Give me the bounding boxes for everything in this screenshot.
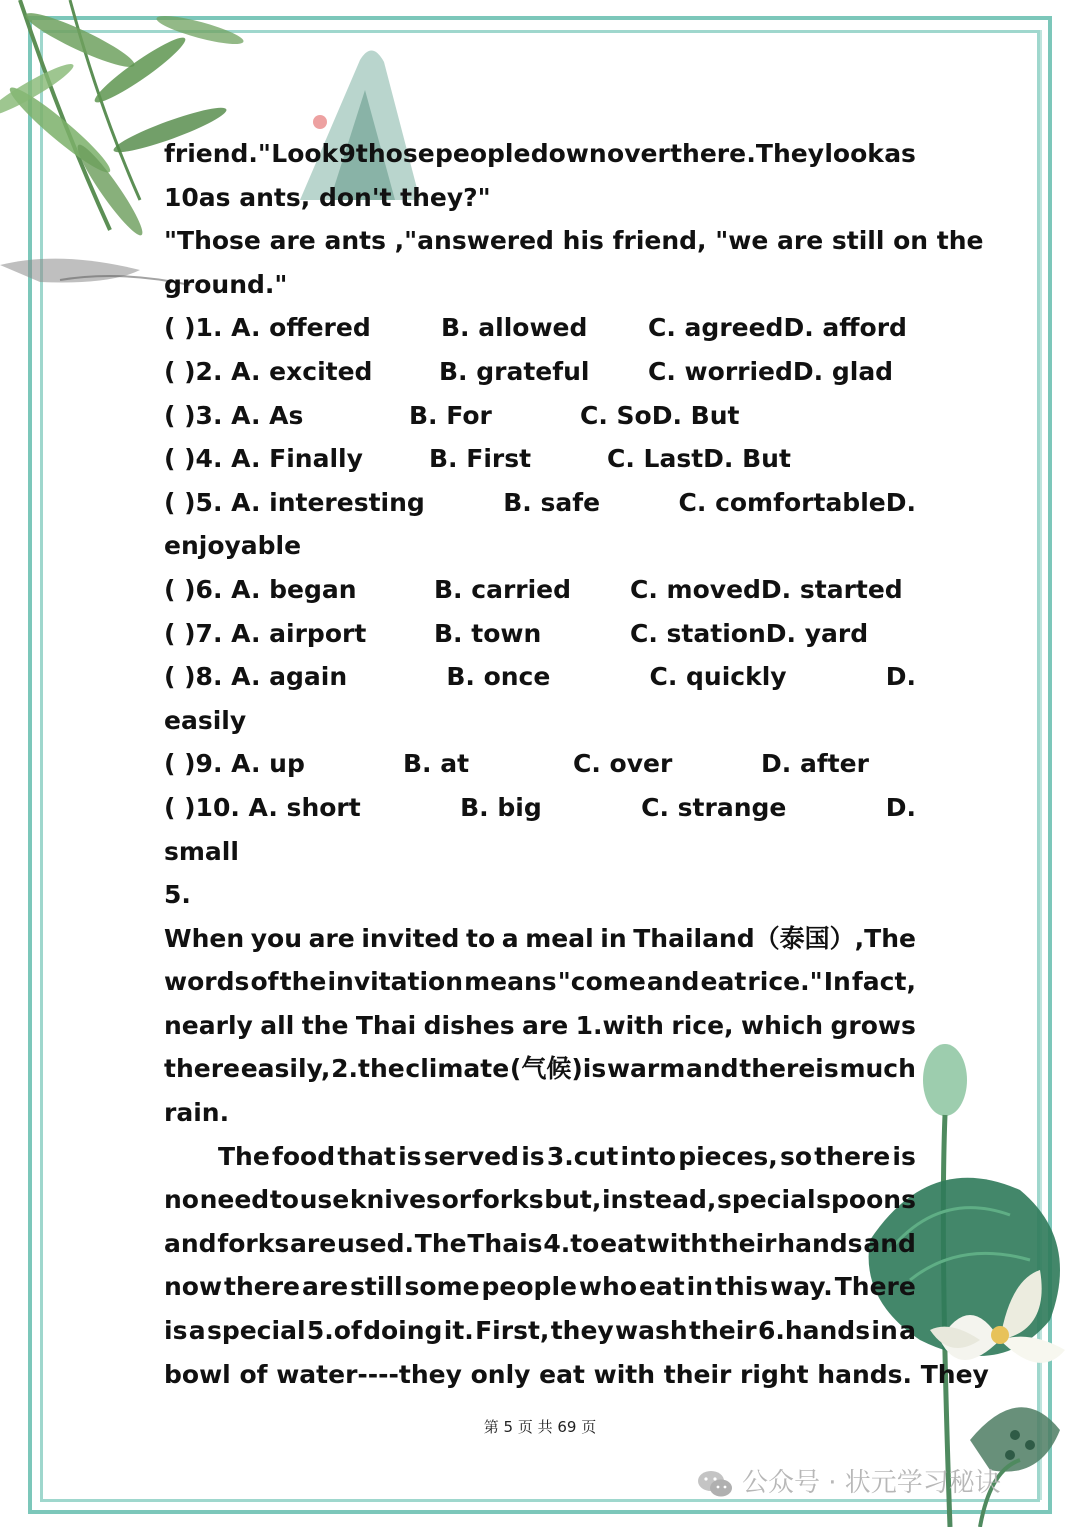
word: (气候)is bbox=[509, 1054, 607, 1084]
word: .They bbox=[746, 139, 825, 168]
word: all bbox=[260, 1010, 295, 1040]
word: First, bbox=[475, 1316, 550, 1346]
question-option-b: B. at bbox=[403, 749, 470, 779]
word: which bbox=[740, 1010, 824, 1040]
word: so bbox=[779, 1141, 813, 1171]
question-option-c: C. quickly bbox=[649, 662, 787, 692]
word: knives bbox=[349, 1185, 441, 1215]
word: The bbox=[414, 1228, 467, 1258]
wechat-watermark bbox=[696, 1462, 1001, 1499]
word: and bbox=[164, 1228, 217, 1258]
word: rice, bbox=[671, 1010, 734, 1040]
word: "come bbox=[557, 967, 646, 997]
word: Thai bbox=[355, 1010, 417, 1040]
word: 3.cut bbox=[546, 1141, 619, 1171]
word: to bbox=[269, 1185, 299, 1215]
section-number: 5. bbox=[164, 880, 191, 910]
word: a bbox=[188, 1316, 206, 1346]
question-item bbox=[164, 655, 916, 699]
word: In bbox=[823, 967, 851, 997]
word: and bbox=[646, 967, 700, 997]
word: is bbox=[398, 1141, 422, 1171]
text-line bbox=[164, 132, 916, 176]
question-option-a: ( )5. A. interesting bbox=[164, 487, 425, 517]
document-body bbox=[164, 132, 989, 1396]
word: spoons bbox=[816, 1185, 916, 1215]
question-item bbox=[164, 350, 916, 394]
word: eat bbox=[600, 1228, 646, 1258]
question-option-a: ( )1. A. offered bbox=[164, 313, 371, 343]
word: of bbox=[250, 967, 279, 997]
word: doing bbox=[363, 1316, 443, 1346]
word: and bbox=[863, 1228, 916, 1258]
question-item bbox=[164, 437, 916, 481]
watermark-text: 公众号 · 状元学习秘诀 bbox=[742, 1468, 1001, 1498]
word: 1.with bbox=[575, 1010, 664, 1040]
word: pieces, bbox=[678, 1141, 778, 1171]
word: into bbox=[620, 1141, 677, 1171]
word: invited bbox=[361, 923, 460, 953]
word: their bbox=[708, 1228, 777, 1258]
question-option-cd: C. worriedD. glad bbox=[648, 356, 894, 386]
word: still bbox=[350, 1272, 403, 1302]
word: down bbox=[530, 139, 607, 168]
word: much bbox=[839, 1054, 916, 1084]
word: 2.the bbox=[331, 1054, 405, 1084]
word: 5.of bbox=[306, 1316, 362, 1346]
word: their bbox=[689, 1316, 757, 1346]
question-option-b: B. For bbox=[409, 400, 492, 430]
word: hands bbox=[777, 1228, 863, 1258]
question-option-cd: C. stationD. yard bbox=[630, 618, 869, 648]
text-line bbox=[164, 1004, 916, 1048]
question-option-cd: C. agreedD. afford bbox=[648, 313, 907, 343]
question-item bbox=[164, 394, 916, 438]
word: The bbox=[218, 1141, 270, 1171]
question-option-a: ( )7. A. airport bbox=[164, 618, 367, 648]
question-option-a: ( )3. A. As bbox=[164, 400, 304, 430]
question-option-b: B. grateful bbox=[439, 356, 590, 386]
word: are bbox=[308, 923, 355, 953]
page-number-footer: 第 5 页 共 69 页 bbox=[483, 1418, 597, 1436]
word: climate bbox=[405, 1054, 510, 1084]
question-option-cd: C. LastD. But bbox=[607, 444, 791, 474]
question-option-d: D. bbox=[885, 792, 916, 822]
text-line: bowl of water----they only eat with their right hands. They bbox=[164, 1359, 989, 1389]
word: special bbox=[716, 1185, 816, 1215]
word: a bbox=[501, 923, 519, 953]
word: there bbox=[670, 139, 747, 168]
word: 4.to bbox=[543, 1228, 600, 1258]
question-option-a: ( )2. A. excited bbox=[164, 356, 373, 386]
text-line bbox=[164, 1178, 916, 1222]
question-item bbox=[164, 568, 916, 612]
word: fact, bbox=[851, 967, 916, 997]
question-option-b: B. safe bbox=[503, 487, 601, 517]
word: words bbox=[164, 967, 250, 997]
word: in bbox=[600, 923, 627, 953]
word: there bbox=[224, 1272, 301, 1302]
word: or bbox=[441, 1185, 472, 1215]
word: rice." bbox=[747, 967, 823, 997]
word: special bbox=[206, 1316, 306, 1346]
word: but, bbox=[544, 1185, 602, 1215]
question-option-d: D. bbox=[885, 662, 916, 692]
word: When bbox=[164, 923, 245, 953]
question-item bbox=[164, 481, 916, 525]
word: this bbox=[714, 1272, 769, 1302]
question-option-a: ( )10. A. short bbox=[164, 792, 361, 822]
word: some bbox=[404, 1272, 480, 1302]
word: look bbox=[824, 139, 884, 168]
text-line: 10as ants, don't they?" bbox=[164, 182, 491, 212]
question-option-c: C. strange bbox=[641, 792, 787, 822]
text-line: "Those are ants ,"answered his friend, "we are still on the bbox=[164, 226, 984, 256]
word: now bbox=[164, 1272, 223, 1302]
word: there bbox=[814, 1141, 891, 1171]
question-continuation: small bbox=[164, 836, 239, 866]
word: to bbox=[466, 923, 496, 953]
text-line bbox=[164, 1309, 916, 1353]
word: instead, bbox=[601, 1185, 717, 1215]
word: people bbox=[434, 139, 531, 168]
word: people bbox=[481, 1272, 577, 1302]
word: no bbox=[164, 1185, 199, 1215]
word: served bbox=[423, 1141, 520, 1171]
word: used. bbox=[336, 1228, 414, 1258]
wechat-icon bbox=[696, 1469, 734, 1499]
question-option-b: B. First bbox=[429, 444, 532, 474]
word: is bbox=[892, 1141, 916, 1171]
word: with bbox=[646, 1228, 709, 1258]
word: food bbox=[272, 1141, 336, 1171]
question-item bbox=[164, 786, 916, 830]
word: There bbox=[834, 1272, 916, 1302]
word: 9those bbox=[338, 139, 435, 168]
question-option-a: ( )9. A. up bbox=[164, 749, 305, 779]
question-option-cd: C. movedD. started bbox=[630, 574, 903, 604]
text-line bbox=[164, 960, 916, 1004]
word: grows bbox=[830, 1010, 916, 1040]
word: eat bbox=[638, 1272, 685, 1302]
word: Thailand（泰国）,The bbox=[633, 923, 916, 953]
word: are bbox=[290, 1228, 337, 1258]
text-line bbox=[164, 917, 916, 961]
word: in bbox=[686, 1272, 714, 1302]
word: it. bbox=[443, 1316, 474, 1346]
word: means bbox=[464, 967, 557, 997]
word: the bbox=[279, 967, 327, 997]
question-continuation: easily bbox=[164, 705, 247, 735]
word: dishes bbox=[423, 1010, 515, 1040]
question-option-a: ( )8. A. again bbox=[164, 662, 348, 692]
word: the bbox=[301, 1010, 349, 1040]
question-continuation: enjoyable bbox=[164, 531, 302, 561]
word: friend." bbox=[164, 139, 271, 168]
word: meal bbox=[525, 923, 594, 953]
word: Thais bbox=[467, 1228, 543, 1258]
word: forks bbox=[217, 1228, 290, 1258]
word: eat bbox=[700, 967, 747, 997]
word: you bbox=[250, 923, 303, 953]
text-line bbox=[164, 1222, 916, 1266]
word: they bbox=[550, 1316, 614, 1346]
question-item bbox=[164, 612, 916, 656]
question-item bbox=[164, 742, 916, 786]
question-option-c: C. over bbox=[573, 749, 673, 779]
question-option-b: B. once bbox=[446, 662, 551, 692]
word: and bbox=[686, 1054, 739, 1084]
word: forks bbox=[471, 1185, 544, 1215]
word: warm bbox=[606, 1054, 686, 1084]
question-option-cd: C. SoD. But bbox=[580, 400, 740, 430]
word: nearly bbox=[164, 1010, 253, 1040]
word: are bbox=[301, 1272, 349, 1302]
word: is bbox=[164, 1316, 188, 1346]
text-line bbox=[164, 1265, 916, 1309]
question-option-a: ( )4. A. Finally bbox=[164, 444, 363, 474]
word: there bbox=[164, 1054, 240, 1084]
text-line bbox=[164, 1047, 916, 1091]
question-option-b: B. carried bbox=[434, 574, 572, 604]
word: as bbox=[884, 139, 916, 168]
word: need bbox=[199, 1185, 270, 1215]
text-line: rain. bbox=[164, 1098, 230, 1128]
question-item bbox=[164, 306, 916, 350]
word: wash bbox=[615, 1316, 688, 1346]
word: that bbox=[337, 1141, 396, 1171]
word: easily, bbox=[240, 1054, 331, 1084]
word: who bbox=[578, 1272, 637, 1302]
word: a bbox=[899, 1316, 916, 1346]
question-option-b: B. allowed bbox=[441, 313, 588, 343]
word: are bbox=[522, 1010, 569, 1040]
question-option-b: B. town bbox=[434, 618, 542, 648]
word: use bbox=[299, 1185, 350, 1215]
word: way. bbox=[770, 1272, 833, 1302]
question-option-cd: C. comfortableD. bbox=[678, 487, 916, 517]
word: thereis bbox=[739, 1054, 839, 1084]
word: in bbox=[871, 1316, 898, 1346]
word: 6.hands bbox=[757, 1316, 871, 1346]
word: invitation bbox=[327, 967, 463, 997]
word: Look bbox=[271, 139, 339, 168]
word: over bbox=[607, 139, 670, 168]
text-line bbox=[164, 1135, 916, 1179]
word: is bbox=[521, 1141, 545, 1171]
question-option-a: ( )6. A. began bbox=[164, 574, 357, 604]
question-option-d: D. after bbox=[761, 749, 869, 779]
question-option-b: B. big bbox=[460, 792, 542, 822]
text-line: ground." bbox=[164, 269, 288, 299]
